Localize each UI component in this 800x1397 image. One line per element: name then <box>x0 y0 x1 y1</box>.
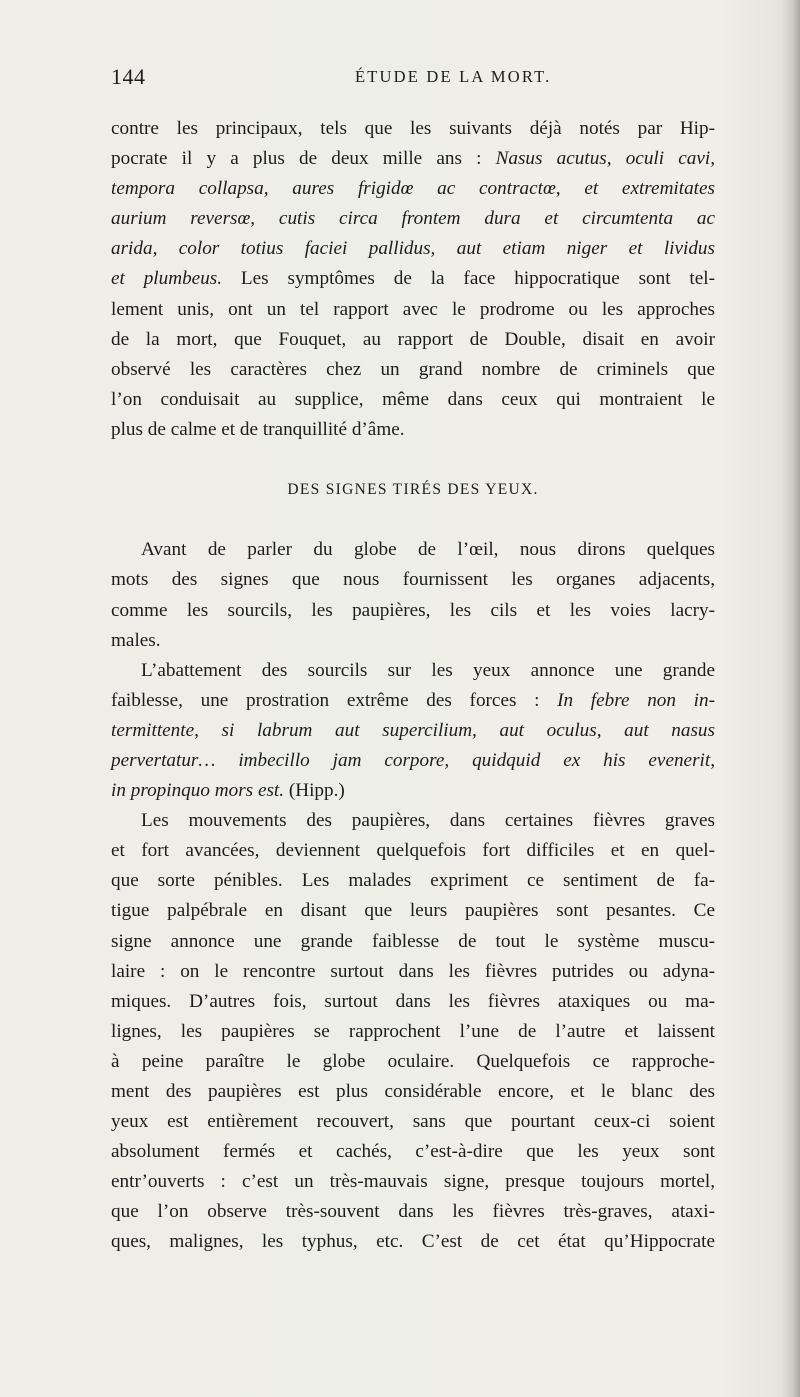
italic-latin-text: aurium reversœ, cutis circa frontem dura et circumtenta ac <box>111 208 715 230</box>
text-line <box>111 1077 715 1107</box>
text-segment: l’on conduisait au supplice, même dans ceux qui montraient le <box>111 388 715 410</box>
text-segment: mots des signes que nous fournissent les organes adjacents, <box>111 569 715 591</box>
text-line <box>111 295 715 325</box>
text-segment: et fort avancées, deviennent quelquefois fort difficiles et en quel- <box>111 840 715 862</box>
blank-line <box>111 505 715 535</box>
text-segment: ques, malignes, les typhus, etc. C’est de cet état qu’Hippocrate <box>111 1231 715 1253</box>
text-line <box>111 716 715 746</box>
body-text <box>111 114 715 1258</box>
text-line <box>111 987 715 1017</box>
italic-latin-text: pervertatur… imbecillo jam corpore, quidquid ex his evenerit, <box>111 749 715 771</box>
text-line <box>111 144 715 174</box>
text-segment: absolument fermés et cachés, c’est-à-dire que les yeux sont <box>111 1141 715 1163</box>
text-segment: entr’ouverts : c’est un très-mauvais signe, presque toujours mortel, <box>111 1171 715 1193</box>
text-line <box>111 325 715 355</box>
text-segment: lignes, les paupières se rapprochent l’une de l’autre et laissent <box>111 1020 715 1042</box>
italic-latin-text: In febre non in- <box>557 689 715 711</box>
text-segment: Les mouvements des paupières, dans certaines fièvres graves <box>141 810 715 832</box>
text-segment: (Hipp.) <box>284 780 345 802</box>
text-segment: lement unis, ont un tel rapport avec le prodrome ou les approches <box>111 298 715 320</box>
text-line <box>111 385 715 415</box>
text-segment: à peine paraître le globe oculaire. Quelquefois ce rapproche- <box>111 1050 715 1072</box>
section-heading: DES SIGNES TIRÉS DES YEUX. <box>287 481 539 499</box>
text-line <box>111 806 715 836</box>
running-title: ÉTUDE DE LA MORT. <box>355 67 552 86</box>
text-line <box>111 204 715 234</box>
text-line <box>111 1017 715 1047</box>
text-line <box>111 1107 715 1137</box>
text-segment: tigue palpébrale en disant que leurs paupières sont pesantes. Ce <box>111 900 715 922</box>
text-segment: Les symptômes de la face hippocratique sont tel- <box>222 268 715 290</box>
italic-latin-text: arida, color totius faciei pallidus, aut etiam niger et lividus <box>111 238 715 260</box>
italic-latin-text: Nasus acutus, oculi cavi, <box>495 148 715 170</box>
text-segment: miques. D’autres fois, surtout dans les fièvres ataxiques ou ma- <box>111 990 715 1012</box>
text-segment: plus de calme et de tranquillité d’âme. <box>111 418 405 440</box>
text-segment: comme les sourcils, les paupières, les cils et les voies lacry- <box>111 599 715 621</box>
text-line <box>111 596 715 626</box>
text-segment: contre les principaux, tels que les suivants déjà notés par Hip- <box>111 118 715 139</box>
page-edge-shadow <box>782 0 800 1397</box>
text-line <box>111 1137 715 1167</box>
text-segment: yeux est entièrement recouvert, sans que pourtant ceux-ci soient <box>111 1111 715 1133</box>
italic-latin-text: tempora collapsa, aures frigidœ ac contractœ, et extremitates <box>111 178 715 200</box>
text-line <box>111 355 715 385</box>
text-line <box>111 1197 715 1227</box>
text-segment: faiblesse, une prostration extrême des forces : <box>111 689 558 711</box>
text-line <box>111 1227 715 1257</box>
blank-line <box>111 445 715 475</box>
text-line <box>111 1167 715 1197</box>
text-line <box>111 114 715 144</box>
text-line <box>111 174 715 204</box>
text-line <box>111 746 715 776</box>
page-number: 144 <box>111 64 146 89</box>
text-segment: que sorte pénibles. Les malades expriment ce sentiment de fa- <box>111 870 715 892</box>
text-line <box>111 535 715 565</box>
text-line <box>111 927 715 957</box>
text-segment: pocrate il y a plus de deux mille ans : <box>111 148 496 170</box>
italic-latin-text: in propinquo mors est. <box>111 780 285 802</box>
text-segment: L’abattement des sourcils sur les yeux annonce une grande <box>141 659 715 681</box>
page-header <box>111 64 711 94</box>
text-line <box>111 866 715 896</box>
italic-latin-text: et plumbeus. <box>111 268 223 290</box>
text-segment: ment des paupières est plus considérable encore, et le blanc des <box>111 1081 715 1102</box>
text-line <box>111 896 715 926</box>
text-segment: signe annonce une grande faiblesse de tout le système muscu- <box>111 930 715 952</box>
text-line <box>111 656 715 686</box>
text-segment: laire : on le rencontre surtout dans les fièvres putrides ou adyna- <box>111 960 715 982</box>
text-segment: males. <box>111 629 161 651</box>
text-line <box>111 1047 715 1077</box>
text-line <box>111 626 715 656</box>
italic-latin-text: termittente, si labrum aut supercilium, aut oculus, aut nasus <box>111 719 715 741</box>
text-line <box>111 415 715 445</box>
text-line <box>111 264 715 294</box>
text-segment: Avant de parler du globe de l’œil, nous dirons quelques <box>141 539 715 561</box>
text-line <box>111 686 715 716</box>
text-segment: de la mort, que Fouquet, au rapport de Double, disait en avoir <box>111 328 715 350</box>
text-segment: observé les caractères chez un grand nombre de criminels que <box>111 358 715 380</box>
text-line <box>111 776 715 806</box>
text-line <box>111 234 715 264</box>
text-line <box>111 836 715 866</box>
text-line <box>111 565 715 595</box>
text-line <box>111 957 715 987</box>
text-segment: que l’on observe très-souvent dans les fièvres très-graves, ataxi- <box>111 1201 715 1223</box>
